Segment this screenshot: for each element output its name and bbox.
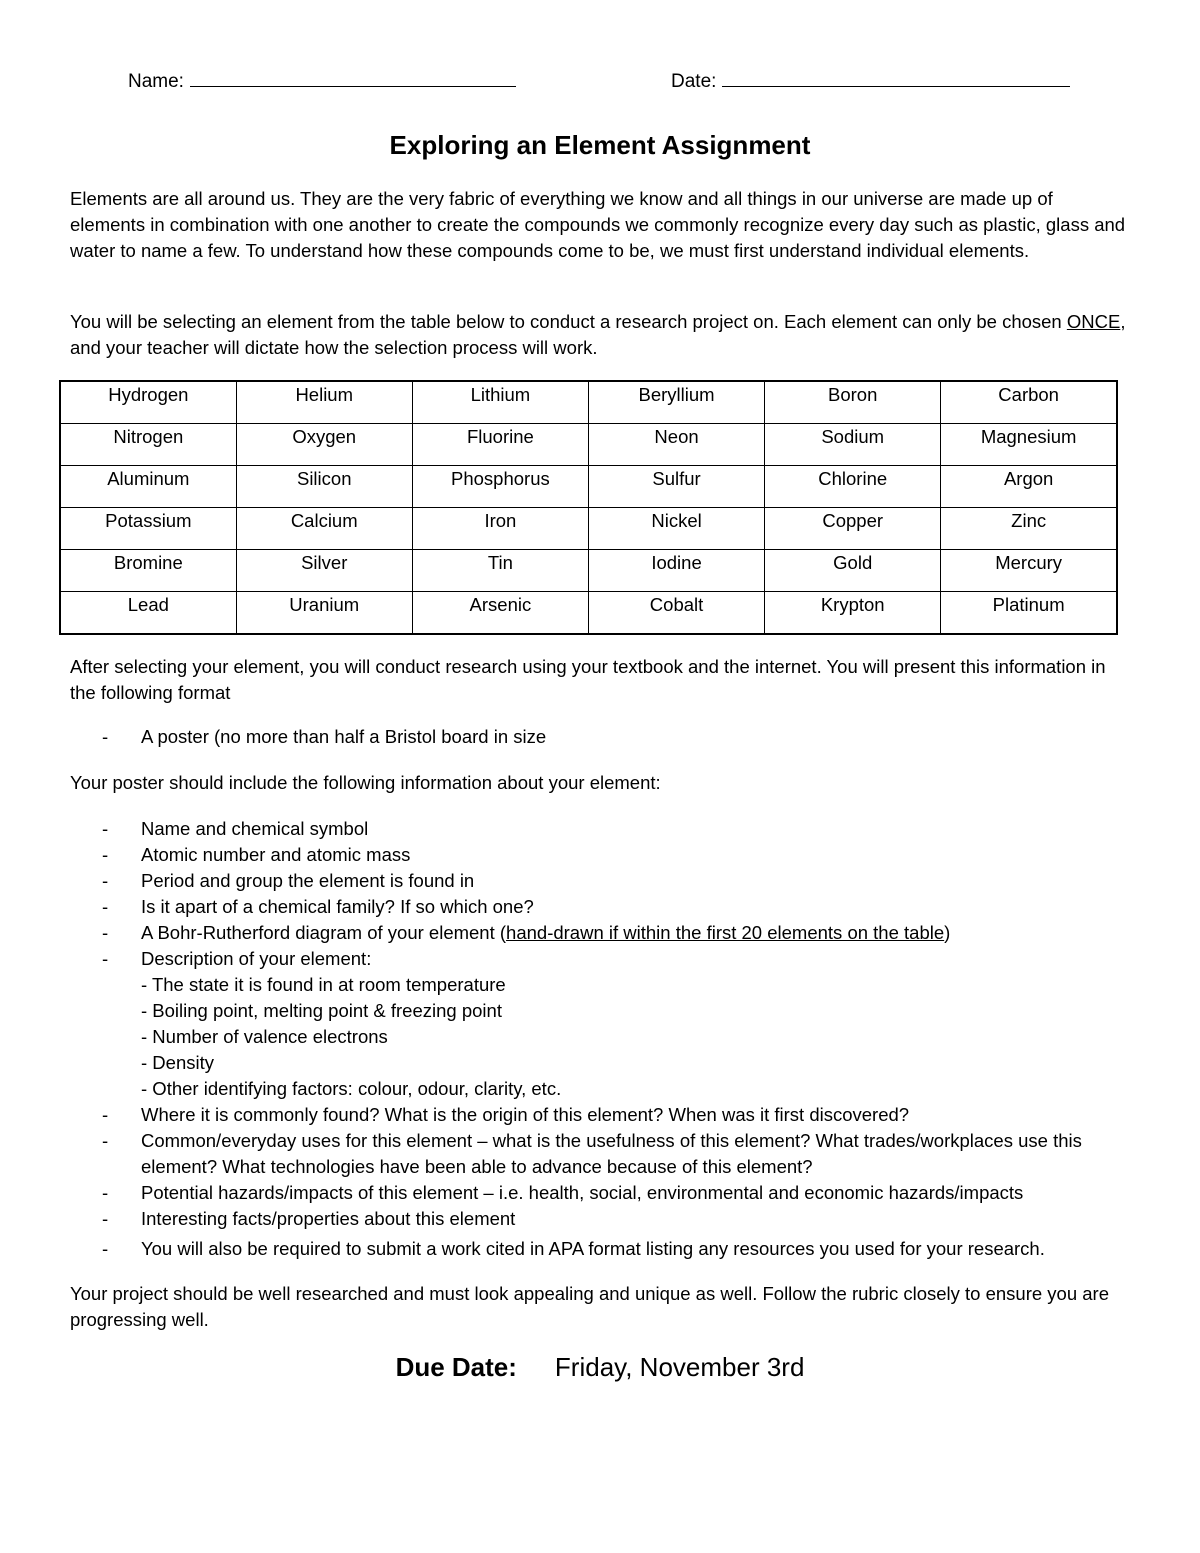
table-row <box>60 550 1117 592</box>
element-cell[interactable]: Iodine <box>588 550 764 592</box>
table-row <box>60 592 1117 635</box>
element-cell[interactable]: Aluminum <box>60 466 236 508</box>
due-date-label: Due Date: <box>395 1352 517 1382</box>
list-item <box>102 920 1142 946</box>
list-item: - Atomic number and atomic mass <box>102 842 1142 868</box>
element-cell[interactable]: Cobalt <box>588 592 764 635</box>
bohr-text-start: A Bohr-Rutherford diagram of your element ( <box>141 922 507 943</box>
element-cell[interactable]: Helium <box>236 381 412 424</box>
element-cell[interactable]: Tin <box>412 550 588 592</box>
name-blank[interactable] <box>190 68 516 87</box>
element-cell[interactable]: Sodium <box>765 424 941 466</box>
intro-paragraph: Elements are all around us. They are the very fabric of everything we know and all things in our universe are made up of elements in combination with one another to create the compounds we commonly recognize every day such as plastic, glass and water to name a few. To understand how these compounds come to be, we must first understand individual elements. <box>70 188 1126 261</box>
element-cell[interactable]: Lithium <box>412 381 588 424</box>
list-item: - A poster (no more than half a Bristol board in size <box>102 724 1142 750</box>
element-cell[interactable]: Arsenic <box>412 592 588 635</box>
research-paragraph: After selecting your element, you will conduct research using your textbook and the internet. You will present this information in the following format <box>70 656 1106 703</box>
list-item: - You will also be required to submit a work cited in APA format listing any resources you used for your research. <box>102 1236 1142 1262</box>
element-cell[interactable]: Carbon <box>941 381 1117 424</box>
format-list <box>102 724 1142 750</box>
element-cell[interactable]: Neon <box>588 424 764 466</box>
list-item: - Potential hazards/impacts of this element – i.e. health, social, environmental and economic hazards/impacts <box>102 1180 1142 1206</box>
element-cell[interactable]: Silicon <box>236 466 412 508</box>
element-cell[interactable]: Argon <box>941 466 1117 508</box>
list-item: - Description of your element: <box>102 946 1142 972</box>
date-blank[interactable] <box>722 68 1070 87</box>
sub-item: - Density <box>141 1052 214 1073</box>
date-label: Date: <box>671 71 717 92</box>
element-cell[interactable]: Nitrogen <box>60 424 236 466</box>
poster-requirements-list <box>102 816 1142 1262</box>
element-cell[interactable]: Mercury <box>941 550 1117 592</box>
element-cell[interactable]: Chlorine <box>765 466 941 508</box>
element-cell[interactable]: Sulfur <box>588 466 764 508</box>
page-title: Exploring an Element Assignment <box>389 130 811 160</box>
element-cell[interactable]: Phosphorus <box>412 466 588 508</box>
element-cell[interactable]: Hydrogen <box>60 381 236 424</box>
element-cell[interactable]: Gold <box>765 550 941 592</box>
table-row <box>60 466 1117 508</box>
sub-item: - Boiling point, melting point & freezing point <box>141 1000 502 1021</box>
element-cell[interactable]: Krypton <box>765 592 941 635</box>
poster-intro: Your poster should include the following information about your element: <box>70 772 661 793</box>
list-item: - Name and chemical symbol <box>102 816 1142 842</box>
name-field <box>128 68 516 93</box>
selection-paragraph <box>70 309 1130 361</box>
hand-drawn-note: hand-drawn if within the first 20 elements on the table <box>506 922 945 943</box>
bohr-text-end: ) <box>944 922 951 943</box>
element-cell[interactable]: Uranium <box>236 592 412 635</box>
list-item: - Period and group the element is found in <box>102 868 1142 894</box>
list-item: - Common/everyday uses for this element – what is the usefulness of this element? What trades/workplaces use this element? What technologies have been able to advance because of this element? <box>102 1128 1142 1180</box>
name-label: Name: <box>128 71 184 92</box>
due-date-value: Friday, November 3rd <box>554 1352 805 1382</box>
element-cell[interactable]: Oxygen <box>236 424 412 466</box>
element-cell[interactable]: Fluorine <box>412 424 588 466</box>
once-emphasis: ONCE <box>1066 311 1121 332</box>
sub-item: - Number of valence electrons <box>141 1026 388 1047</box>
element-cell[interactable]: Beryllium <box>588 381 764 424</box>
element-cell[interactable]: Potassium <box>60 508 236 550</box>
element-cell[interactable]: Iron <box>412 508 588 550</box>
date-field <box>671 68 1070 93</box>
element-cell[interactable]: Copper <box>765 508 941 550</box>
closing-paragraph: Your project should be well researched and must look appealing and unique as well. Follow the rubric closely to ensure you are progressing well. <box>70 1283 1110 1330</box>
element-cell[interactable]: Zinc <box>941 508 1117 550</box>
table-row <box>60 381 1117 424</box>
sub-item: - The state it is found in at room temperature <box>141 974 506 995</box>
element-cell[interactable]: Lead <box>60 592 236 635</box>
list-item: - Is it apart of a chemical family? If so which one? <box>102 894 1142 920</box>
table-row <box>60 424 1117 466</box>
list-item: - Where it is commonly found? What is the origin of this element? When was it first discovered? <box>102 1102 1142 1128</box>
element-cell[interactable]: Bromine <box>60 550 236 592</box>
element-cell[interactable]: Calcium <box>236 508 412 550</box>
selection-text-start: You will be selecting an element from the table below to conduct a research project on. Each element can only be chosen <box>70 311 1067 332</box>
sub-item: - Other identifying factors: colour, odour, clarity, etc. <box>141 1078 562 1099</box>
elements-table <box>59 380 1118 635</box>
element-cell[interactable]: Magnesium <box>941 424 1117 466</box>
element-cell[interactable]: Nickel <box>588 508 764 550</box>
element-cell[interactable]: Boron <box>765 381 941 424</box>
element-cell[interactable]: Platinum <box>941 592 1117 635</box>
list-item: - Interesting facts/properties about this element <box>102 1206 1142 1232</box>
table-row <box>60 508 1117 550</box>
selection-text-end: , and your teacher will dictate how the selection process will work. <box>70 311 1126 358</box>
due-date <box>0 1352 1200 1383</box>
element-cell[interactable]: Silver <box>236 550 412 592</box>
